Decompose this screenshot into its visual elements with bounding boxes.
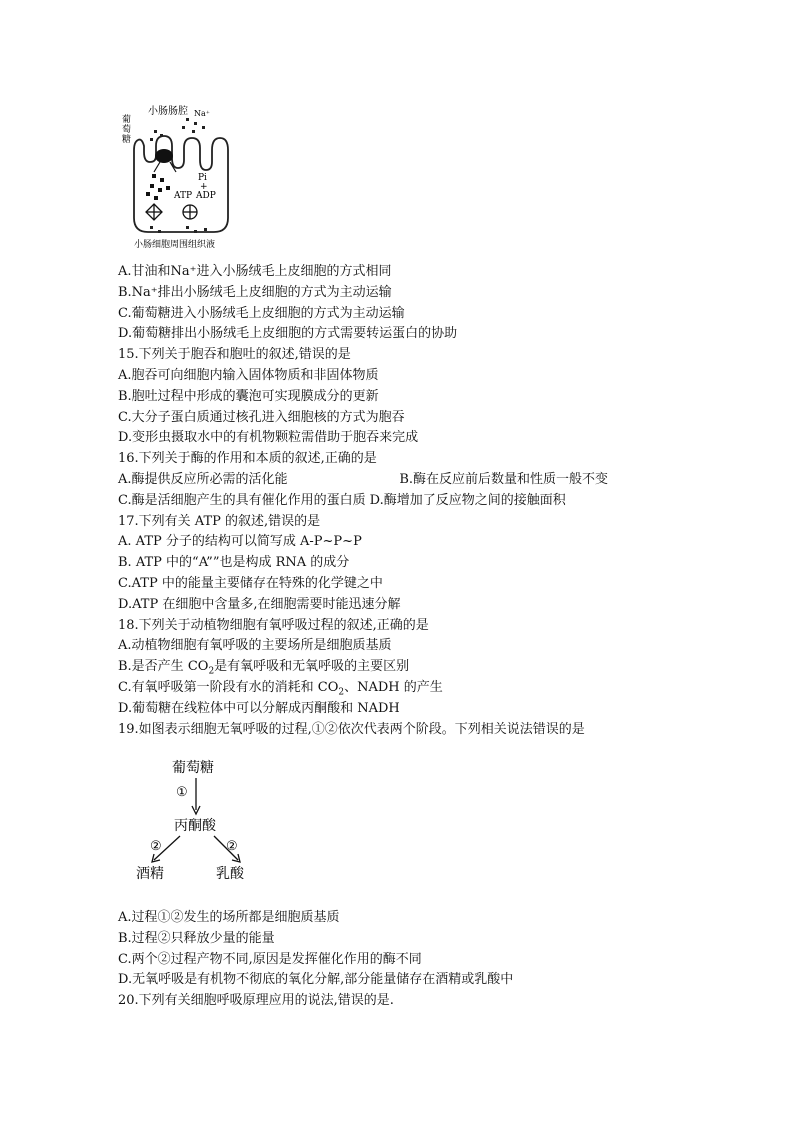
- carrier-protein: [155, 149, 173, 163]
- q19-option-a: A.过程①②发生的场所都是细胞质基质: [118, 910, 340, 925]
- q19-option-d: D.无氧呼吸是有机物不彻底的氧化分解,部分能量储存在酒精或乳酸中: [118, 972, 514, 988]
- label-adp: ADP: [196, 191, 216, 201]
- anaerobic-pathway-figure: [128, 754, 254, 882]
- step2-marker-left: ②: [150, 839, 162, 854]
- label-glucose-2: 萄: [122, 125, 132, 135]
- intestine-transport-figure: [120, 100, 240, 252]
- q15-option-c: C.大分子蛋白质通过核孔进入细胞核的方式为胞吞: [118, 409, 405, 425]
- label-glucose-1: 葡: [122, 115, 132, 125]
- q17-option-b: B. ATP 中的“A””也是构成 RNA 的成分: [118, 555, 350, 571]
- q17-option-a: A. ATP 分子的结构可以简写成 A-P~P~P: [118, 534, 362, 550]
- q16-option-c: C.酶是活细胞产生的具有催化作用的蛋白质: [118, 492, 366, 508]
- q15-option-b: B.胞吐过程中形成的囊泡可实现膜成分的更新: [118, 388, 379, 404]
- q20-stem: 20.下列有关细胞呼吸原理应用的说法,错误的是.: [118, 993, 394, 1009]
- label-pi: Pi: [198, 173, 207, 183]
- q16-option-b: B.酶在反应前后数量和性质一般不变: [399, 471, 608, 487]
- node-glucose: 葡萄糖: [172, 760, 214, 776]
- q18-option-b-pre: B.是否产生 CO: [118, 659, 209, 675]
- q17-option-d: D.ATP 在细胞中含量多,在细胞需要时能迅速分解: [118, 596, 401, 612]
- label-atp: ATP: [174, 191, 193, 201]
- q18-option-c-post: 、NADH 的产生: [344, 679, 443, 695]
- label-bottom: 小肠细胞周围组织液: [134, 240, 216, 250]
- q17-stem: 17.下列有关 ATP 的叙述,错误的是: [118, 513, 321, 529]
- q17-option-c: C.ATP 中的能量主要储存在特殊的化学键之中: [118, 575, 383, 591]
- q19-stem: 19.如图表示细胞无氧呼吸的过程,①②依次代表两个阶段。下列相关说法错误的是: [118, 721, 585, 737]
- questions-block-1: [118, 262, 758, 740]
- node-lactic: 乳酸: [216, 866, 244, 882]
- step2-marker-right: ②: [226, 839, 238, 854]
- q15-stem: 15.下列关于胞吞和胞吐的叙述,错误的是: [118, 347, 351, 363]
- label-na: Na⁺: [194, 109, 210, 118]
- q18-option-b-sub: 2: [208, 666, 215, 677]
- q16-stem: 16.下列关于酶的作用和本质的叙述,正确的是: [118, 451, 377, 467]
- node-pyruvate: 丙酮酸: [174, 818, 216, 834]
- q18-option-c-sub: 2: [338, 687, 345, 698]
- q15-option-a: A.胞吞可向细胞内输入固体物质和非固体物质: [118, 367, 379, 383]
- q16-row-cd: [118, 491, 608, 512]
- q18-option-b: [118, 657, 758, 678]
- q18-stem: 18.下列关于动植物细胞有氧呼吸过程的叙述,正确的是: [118, 617, 429, 633]
- q16-option-a: A.酶提供反应所必需的活化能: [118, 471, 288, 487]
- questions-block-2: [118, 908, 758, 1012]
- q18-option-b-post: 是有氧呼吸和无氧呼吸的主要区别: [214, 659, 410, 675]
- step1-marker: ①: [176, 785, 188, 800]
- q14-option-b: B.Na⁺排出小肠绒毛上皮细胞的方式为主动运输: [118, 284, 392, 300]
- q18-option-c-pre: C.有氧呼吸第一阶段有水的消耗和 CO: [118, 679, 339, 695]
- q14-option-a: A.甘油和Na⁺进入小肠绒毛上皮细胞的方式相同: [118, 264, 392, 279]
- q18-option-d: D.葡萄糖在线粒体中可以分解成丙酮酸和 NADH: [118, 700, 400, 716]
- label-lumen: 小肠肠腔: [148, 106, 188, 117]
- q14-option-c: C.葡萄糖进入小肠绒毛上皮细胞的方式为主动运输: [118, 305, 405, 321]
- q16-option-d: D.酶增加了反应物之间的接触面积: [369, 492, 566, 508]
- q16-row-ab: [118, 470, 608, 491]
- label-glucose-3: 糖: [122, 135, 132, 145]
- q14-option-d: D.葡萄糖排出小肠绒毛上皮细胞的方式需要转运蛋白的协助: [118, 326, 458, 342]
- q18-option-a: A.动植物细胞有氧呼吸的主要场所是细胞质基质: [118, 638, 392, 654]
- q18-option-c: [118, 678, 758, 699]
- q19-option-b: B.过程②只释放少量的能量: [118, 930, 275, 946]
- q19-option-c: C.两个②过程产物不同,原因是发挥催化作用的酶不同: [118, 951, 422, 967]
- label-plus: +: [200, 182, 208, 192]
- node-alcohol: 酒精: [136, 866, 164, 882]
- q15-option-d: D.变形虫摄取水中的有机物颗粒需借助于胞吞来完成: [118, 430, 419, 446]
